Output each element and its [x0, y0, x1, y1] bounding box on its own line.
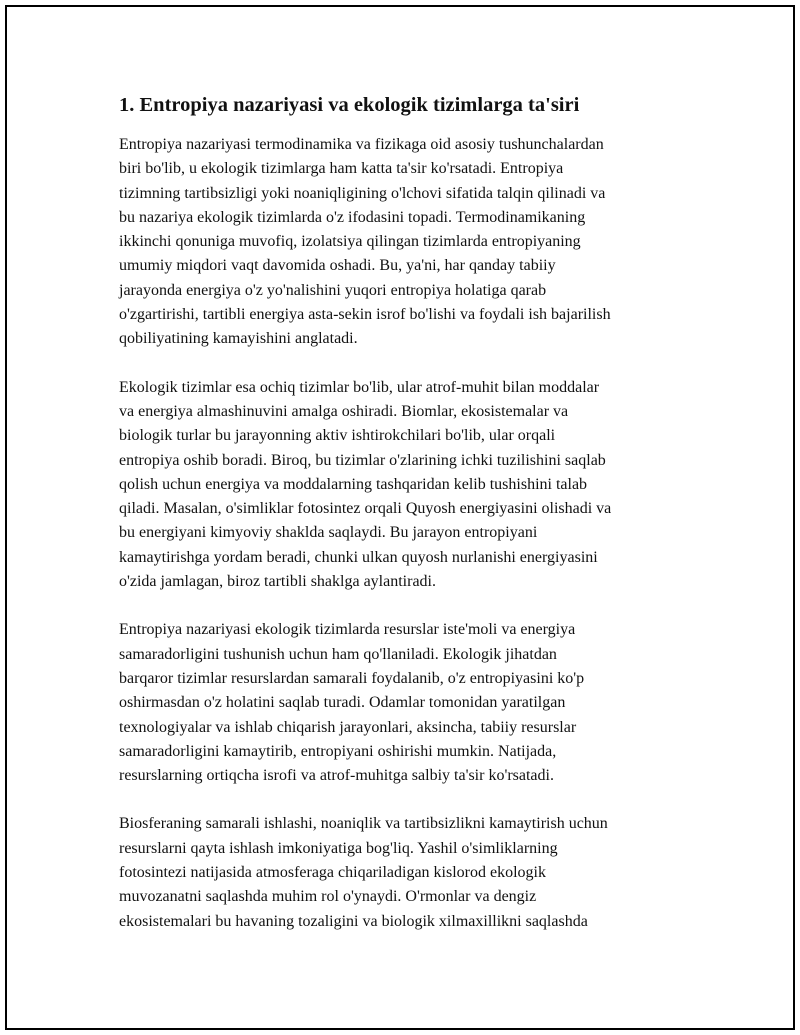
paragraph-line: o'zgartirishi, tartibli energiya asta-sekin isrof bo'lishi va foydali ish bajarilish	[119, 306, 611, 324]
paragraph-line: muvozanatni saqlashda muhim rol o'ynaydi. O'rmonlar va dengiz	[119, 888, 537, 906]
paragraph-line: ekosistemalari bu havaning tozaligini va biologik xilmaxillikni saqlashda	[119, 912, 588, 930]
paragraph-line: bu nazariya ekologik tizimlarda o'z ifodasini topadi. Termodinamikaning	[119, 208, 586, 226]
paragraph-line: Entropiya nazariyasi ekologik tizimlarda resurslar iste'moli va energiya	[119, 621, 576, 639]
paragraph-line: resurslarning ortiqcha isrofi va atrof-muhitga salbiy ta'sir ko'rsatadi.	[119, 767, 554, 785]
paragraph-1	[119, 133, 694, 352]
paragraph-3	[119, 618, 694, 788]
paragraph-line: bu energiyani kimyoviy shaklda saqlaydi. Bu jarayon entropiyani	[119, 524, 538, 542]
paragraph-line: qiladi. Masalan, o'simliklar fotosintez orqali Quyosh energiyasini olishadi va	[119, 500, 612, 518]
paragraph-line: samaradorligini tushunish uchun ham qo'llaniladi. Ekologik jihatdan	[119, 645, 557, 663]
paragraph-line: qolish uchun energiya va moddalarning tashqaridan kelib tushishini talab	[119, 475, 588, 493]
page-border	[5, 5, 795, 1030]
paragraph-line: oshirmasdan o'z holatini saqlab turadi. Odamlar tomonidan yaratilgan	[119, 694, 566, 712]
section-heading: 1. Entropiya nazariyasi va ekologik tizimlarga ta'siri	[119, 94, 580, 116]
paragraph-line: samaradorligini kamaytirib, entropiyani oshirishi mumkin. Natijada,	[119, 742, 557, 760]
paragraph-line: ikkinchi qonuniga muvofiq, izolatsiya qilingan tizimlarda entropiyaning	[119, 233, 581, 251]
paragraph-line: fotosintezi natijasida atmosferaga chiqariladigan kislorod ekologik	[119, 864, 546, 882]
paragraph-line: entropiya oshib boradi. Biroq, bu tizimlar o'zlarining ichki tuzilishini saqlab	[119, 451, 606, 469]
paragraph-line: barqaror tizimlar resurslardan samarali foydalanib, o'z entropiyasini ko'p	[119, 669, 585, 687]
paragraph-line: umumiy miqdori vaqt davomida oshadi. Bu, ya'ni, har qanday tabiiy	[119, 257, 556, 275]
paragraph-line: biologik turlar bu jarayonning aktiv ishtirokchilari bo'lib, ular orqali	[119, 427, 556, 445]
paragraph-line: jarayonda energiya o'z yo'nalishini yuqori entropiya holatiga qarab	[119, 281, 547, 299]
paragraphs-container	[119, 133, 694, 934]
paragraph-line: o'zida jamlagan, biroz tartibli shaklga aylantiradi.	[119, 573, 436, 591]
paragraph-line: texnologiyalar va ishlab chiqarish jarayonlari, aksincha, tabiiy resurslar	[119, 718, 577, 736]
paragraph-line: kamaytirishga yordam beradi, chunki ulkan quyosh nurlanishi energiyasini	[119, 548, 598, 566]
paragraph-line: Ekologik tizimlar esa ochiq tizimlar bo'lib, ular atrof-muhit bilan moddalar	[119, 378, 600, 396]
paragraph-line: Entropiya nazariyasi termodinamika va fizikaga oid asosiy tushunchalardan	[119, 136, 604, 153]
paragraph-4	[119, 812, 694, 933]
paragraph-2	[119, 376, 694, 595]
paragraph-line: resurslarni qayta ishlash imkoniyatiga bog'liq. Yashil o'simliklarning	[119, 839, 558, 857]
paragraph-line: Biosferaning samarali ishlashi, noaniqlik va tartibsizlikni kamaytirish uchun	[119, 815, 608, 833]
paragraph-line: qobiliyatining kamayishini anglatadi.	[119, 330, 358, 348]
paragraph-line: tizimning tartibsizligi yoki noaniqligining o'lchovi sifatida talqin qilinadi va	[119, 184, 606, 202]
paragraph-line: va energiya almashinuvini amalga oshiradi. Biomlar, ekosistemalar va	[119, 402, 569, 420]
document-body	[119, 93, 694, 958]
paragraph-line: biri bo'lib, u ekologik tizimlarga ham katta ta'sir ko'rsatadi. Entropiya	[119, 160, 564, 178]
